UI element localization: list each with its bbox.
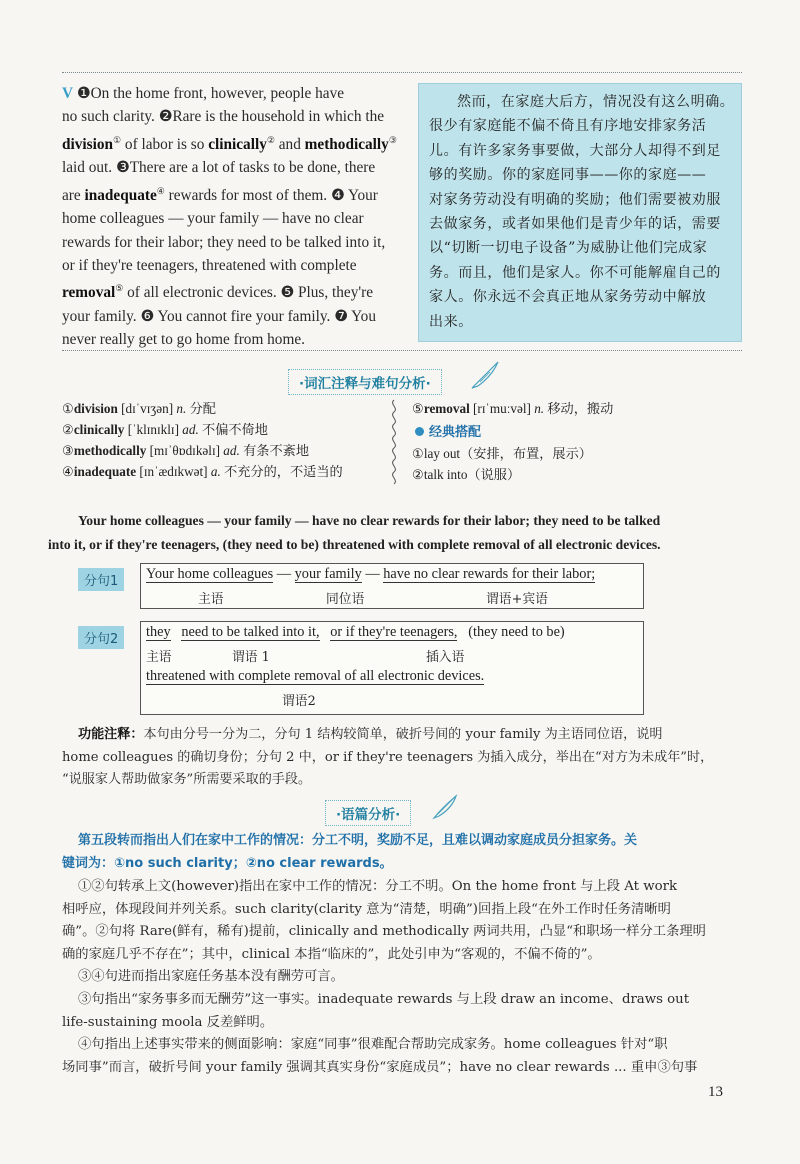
discourse-line: ④句指出上述事实带来的侧面影响：家庭“同事”很难配合帮助完成家务。home colleagues 针对“职 bbox=[78, 1037, 668, 1053]
bullet-icon bbox=[415, 427, 424, 436]
discourse-line: ①②句转承上文(however)指出在家中工作的情况：分工不明。On the home front 与上段 At work bbox=[78, 879, 678, 894]
translation-line: 然而，在家庭大后方，情况没有这么明确。 bbox=[457, 94, 735, 110]
label-predicate-object: 谓语+宾语 bbox=[486, 592, 548, 607]
translation-line: 出来。 bbox=[429, 313, 473, 330]
page-number: 13 bbox=[708, 1084, 723, 1100]
discourse-summary bbox=[62, 830, 742, 875]
quill-icon bbox=[430, 792, 460, 822]
passage-line-5: are inadequate④ rewards for most of them. ❹ Your bbox=[62, 185, 378, 204]
summary-line: 第五段转而指出人们在家中工作的情况：分工不明，奖励不足，且难以调动家庭成员分担家务。关 bbox=[78, 833, 638, 848]
clause2-subject: they bbox=[146, 624, 171, 640]
translation-line: 儿。有许多家务事要做，大部分人却得不到足 bbox=[429, 142, 721, 159]
clause2-predicate2: threatened with complete removal of all electronic devices. bbox=[146, 668, 485, 684]
clause2-line2 bbox=[146, 668, 484, 685]
vocab-item: ①division [dɪˈvɪʒən] n. 分配 bbox=[62, 401, 216, 416]
english-passage bbox=[62, 82, 414, 352]
function-note bbox=[62, 724, 742, 792]
passage-bottom-rule bbox=[62, 350, 742, 351]
discourse-line: 场同事”而言，破折号间 your family 强调其真实身份“家庭成员”；have no clear rewards ... 重申③句事 bbox=[62, 1059, 698, 1075]
discourse-section-title: ·语篇分析· bbox=[325, 800, 411, 826]
discourse-line: life-sustaining moola 反差鲜明。 bbox=[62, 1014, 274, 1030]
passage-line-11: never really get to go home from home. bbox=[62, 331, 305, 349]
discourse-line: ③④句进而指出家庭任务基本没有酬劳可言。 bbox=[78, 969, 344, 985]
passage-line-4: laid out. ❸There are a lot of tasks to be done, there bbox=[62, 159, 376, 177]
vocab-item: ②clinically [ˈklɪnɪklɪ] ad. 不偏不倚地 bbox=[62, 422, 268, 437]
translation-line: 以“切断一切电子设备”为威胁让他们完成家 bbox=[429, 240, 708, 257]
discourse-line: 相呼应，体现段间并列关系。such clarity(clarity 意为“清楚，明确”)回指上段“在外工作时任务清晰明 bbox=[62, 901, 671, 917]
difficult-sentence bbox=[48, 509, 742, 557]
vocab-item: ③methodically [mɪˈθɒdɪkəlɪ] ad. 有条不紊地 bbox=[62, 443, 310, 458]
label-subject: 主语 bbox=[198, 592, 224, 607]
vocab-item: ⑤removal [rɪˈmuːvəl] n. 移动，搬动 bbox=[412, 401, 614, 416]
clause2-tag: 分句2 bbox=[78, 626, 124, 649]
passage-line-1: V ❶On the home front, however, people have bbox=[62, 85, 345, 102]
vocab-left-list bbox=[62, 398, 382, 482]
label-predicate-2: 谓语2 bbox=[282, 694, 316, 709]
function-note-label: 功能注释： bbox=[78, 727, 144, 742]
passage-line-6: home colleagues — your family — have no clear bbox=[62, 210, 364, 228]
spiral-divider bbox=[388, 398, 400, 490]
clause1-tag: 分句1 bbox=[78, 568, 124, 591]
quill-icon bbox=[468, 358, 502, 392]
clause1-subject: Your home colleagues bbox=[146, 566, 274, 582]
clause1-predicate: have no clear rewards for their labor; bbox=[383, 566, 596, 582]
passage-line-3: division① of labor is so clinically② and methodically③ bbox=[62, 134, 397, 153]
label-predicate-1: 谓语 1 bbox=[232, 650, 270, 665]
note-line: “说服家人帮助做家务”所需要采取的手段。 bbox=[62, 772, 312, 788]
vocab-item: ④inadequate [ɪnˈædɪkwət] a. 不充分的，不适当的 bbox=[62, 464, 343, 479]
note-line: 本句由分号一分为二，分句 1 结构较简单，破折号间的 your family 为主语同位语，说明 bbox=[143, 727, 663, 742]
discourse-line: 确”。②句将 Rare(鲜有，稀有)提前，clinically and methodically 两词共用，凸显“和职场一样分工条理明 bbox=[62, 924, 706, 940]
passage-line-8: or if they're teenagers, threatened with complete bbox=[62, 257, 357, 275]
translation-line: 很少有家庭能不偏不倚且有序地安排家务活 bbox=[429, 118, 707, 135]
top-rule bbox=[62, 72, 742, 73]
dash: — bbox=[276, 566, 292, 582]
collocation-heading: 经典搭配 bbox=[412, 421, 742, 443]
passage-line-7: rewards for their labor; they need to be talked into it, bbox=[62, 233, 386, 251]
label-appositive: 同位语 bbox=[326, 592, 365, 607]
collocation-item: ②talk into（说服） bbox=[412, 467, 521, 482]
translation-line: 去做家务，或者如果他们是青少年的话，需要 bbox=[429, 216, 721, 233]
passage-line-10: your family. ❻ You cannot fire your family. ❼ You bbox=[62, 307, 376, 325]
clause2-omitted: (they need to be) bbox=[468, 624, 565, 640]
note-line: home colleagues 的确切身份；分句 2 中，or if they're teenagers 为插入成分，举出在“对方为未成年”时， bbox=[62, 749, 714, 765]
clause1-appositive: your family bbox=[294, 566, 362, 582]
summary-line: 键词为：①no such clarity；②no clear rewards。 bbox=[62, 855, 393, 871]
discourse-line: ③句指出“家务事多而无酬劳”这一事实。inadequate rewards 与上段 draw an income、draws out bbox=[78, 991, 690, 1007]
passage-line-9: removal⑤ of all electronic devices. ❺ Plus, they're bbox=[62, 283, 374, 302]
vocab-right-list bbox=[412, 398, 742, 485]
collocation-item: ①lay out（安排，布置，展示） bbox=[412, 446, 592, 461]
dash: — bbox=[365, 566, 380, 582]
translation-line: 家人。你永远不会真正地从家务劳动中解放 bbox=[429, 289, 707, 306]
clause2-parenthesis: or if they're teenagers, bbox=[330, 624, 458, 640]
difficult-sentence-line-1: Your home colleagues — your family — have no clear rewards for their labor; they need to be talked bbox=[78, 513, 661, 528]
discourse-body bbox=[62, 876, 742, 1079]
passage-line-2: no such clarity. ❷Rare is the household in which the bbox=[62, 108, 385, 126]
translation-box bbox=[418, 83, 742, 342]
label-subject-2: 主语 bbox=[146, 650, 172, 665]
clause2-line1 bbox=[146, 624, 565, 641]
label-parenthesis: 插入语 bbox=[426, 650, 465, 665]
translation-line: 够的奖励。你的家庭同事——你的家庭—— bbox=[429, 167, 707, 184]
vocab-section-title: ·词汇注释与难句分析· bbox=[288, 369, 442, 395]
clause1-sentence bbox=[146, 566, 595, 583]
translation-line: 对家务劳动没有明确的奖励；他们需要被劝服 bbox=[429, 191, 721, 208]
translation-line: 务。而且，他们是家人。你不可能解雇自己的 bbox=[429, 264, 721, 281]
clause2-predicate1: need to be talked into it, bbox=[181, 624, 320, 640]
discourse-line: 确的家庭几乎不存在”；其中，clinical 本指“临床的”，此处引申为“客观的，不偏不倚的”。 bbox=[62, 946, 601, 962]
difficult-sentence-line-2: into it, or if they're teenagers, (they need to be) threatened with complete removal of all electronic devices. bbox=[48, 537, 661, 552]
